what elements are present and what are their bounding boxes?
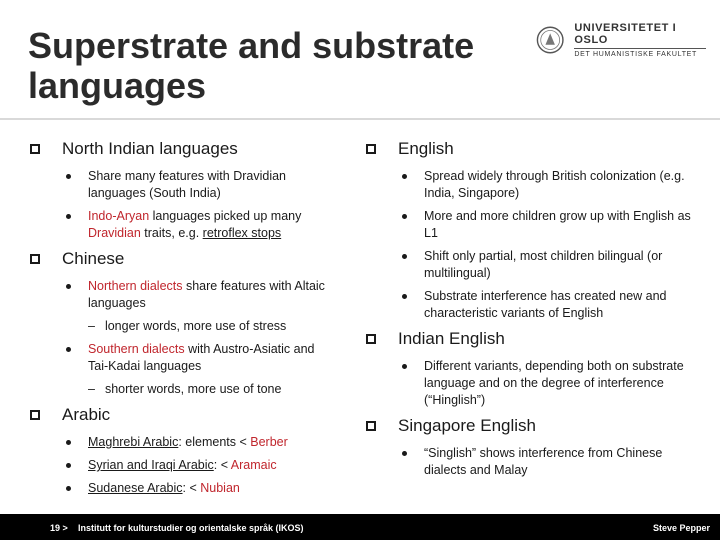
text-segment: traits, e.g. <box>140 226 203 240</box>
sub-bullet-text: longer words, more use of stress <box>104 319 287 333</box>
logo-divider <box>574 48 706 49</box>
list-item <box>66 168 330 202</box>
bullet-text <box>88 208 330 242</box>
dot-bullet-icon <box>402 174 407 179</box>
checkbox-bullet-icon <box>366 144 376 154</box>
footer-bar <box>0 514 720 540</box>
dot-bullet-icon <box>66 284 71 289</box>
term-nubian: Nubian <box>200 481 240 495</box>
list-item <box>66 434 330 451</box>
left-column <box>30 138 330 503</box>
list-item <box>30 404 330 426</box>
text-segment: with Austro-Asiatic and Tai-Kadai languages <box>88 342 315 373</box>
checkbox-bullet-icon <box>366 334 376 344</box>
list-item <box>402 288 696 322</box>
link-syrian-iraqi-arabic[interactable]: Syrian and Iraqi Arabic <box>88 458 214 472</box>
dot-bullet-icon <box>66 463 71 468</box>
logo-main-text: UNIVERSITETET I OSLO <box>574 22 677 46</box>
term-dravidian: Dravidian <box>88 226 141 240</box>
bullet-text <box>88 457 277 474</box>
university-seal-icon <box>536 25 564 55</box>
list-item <box>402 208 696 242</box>
header-divider <box>0 118 720 120</box>
bullet-text: Spread widely through British colonization (e.g. India, Singapore) <box>424 169 685 200</box>
bullet-text: Share many features with Dravidian languages (South India) <box>88 169 287 200</box>
list-item <box>30 248 330 270</box>
list-item <box>66 208 330 242</box>
list-item <box>366 415 696 437</box>
list-item <box>402 168 696 202</box>
dot-bullet-icon <box>66 440 71 445</box>
bullet-text <box>88 480 240 497</box>
dot-bullet-icon <box>66 486 71 491</box>
list-item <box>88 381 330 398</box>
section-heading-chinese: Chinese <box>62 249 125 268</box>
link-maghrebi-arabic[interactable]: Maghrebi Arabic <box>88 435 179 449</box>
dot-bullet-icon <box>402 254 407 259</box>
checkbox-bullet-icon <box>30 144 40 154</box>
term-southern-dialects: Southern dialects <box>88 342 185 356</box>
section-heading-english: English <box>398 139 454 158</box>
link-retroflex-stops[interactable]: retroflex stops <box>202 226 282 240</box>
bullet-text: Shift only partial, most children bilingual (or multilingual) <box>424 249 663 280</box>
dot-bullet-icon <box>402 214 407 219</box>
section-heading-indian-english: Indian English <box>398 329 505 348</box>
list-item <box>402 358 696 409</box>
list-item <box>66 278 330 312</box>
list-item <box>402 248 696 282</box>
term-northern-dialects: Northern dialects <box>88 279 183 293</box>
section-heading-north-indian: North Indian languages <box>62 139 238 158</box>
dot-bullet-icon <box>66 174 71 179</box>
dot-bullet-icon <box>402 451 407 456</box>
bullet-text <box>88 278 330 312</box>
text-segment: : < <box>182 481 201 495</box>
dot-bullet-icon <box>66 214 71 219</box>
list-item <box>402 445 696 479</box>
bullet-text: Substrate interference has created new and characteristic variants of English <box>424 289 667 320</box>
checkbox-bullet-icon <box>30 254 40 264</box>
list-item <box>30 138 330 160</box>
page-number: 19 > <box>50 523 68 533</box>
text-segment: languages picked up many <box>149 209 302 223</box>
bullet-text <box>88 434 288 451</box>
link-sudanese-arabic[interactable]: Sudanese Arabic <box>88 481 183 495</box>
institute-name: Institutt for kulturstudier og orientalske språk (IKOS) <box>78 523 304 533</box>
term-indo-aryan: Indo-Aryan <box>88 209 150 223</box>
text-segment: : elements < <box>178 435 251 449</box>
list-item <box>66 457 330 474</box>
dot-bullet-icon <box>66 347 71 352</box>
list-item <box>366 138 696 160</box>
bullet-text: Different variants, depending both on substrate language and on the degree of interference (“Hinglish”) <box>424 359 684 407</box>
dash-bullet: – <box>88 319 95 333</box>
checkbox-bullet-icon <box>30 410 40 420</box>
university-logo <box>536 20 706 60</box>
checkbox-bullet-icon <box>366 421 376 431</box>
list-item <box>88 318 330 335</box>
text-segment: : < <box>213 458 231 472</box>
dot-bullet-icon <box>402 364 407 369</box>
author-name: Steve Pepper <box>652 523 710 533</box>
text-segment: share features with Altaic languages <box>88 279 325 310</box>
logo-sub-text: DET HUMANISTISKE FAKULTET <box>574 51 698 58</box>
term-aramaic: Aramaic <box>230 458 277 472</box>
dot-bullet-icon <box>402 294 407 299</box>
list-item <box>366 328 696 350</box>
list-item <box>66 341 330 375</box>
bullet-text <box>88 341 330 375</box>
term-berber: Berber <box>250 435 288 449</box>
bullet-text: “Singlish” shows interference from Chinese dialects and Malay <box>424 446 663 477</box>
dash-bullet: – <box>88 382 95 396</box>
sub-bullet-text: shorter words, more use of tone <box>104 382 282 396</box>
section-heading-arabic: Arabic <box>62 405 111 424</box>
section-heading-singapore-english: Singapore English <box>398 416 536 435</box>
bullet-text: More and more children grow up with English as L1 <box>424 209 691 240</box>
list-item <box>66 480 330 497</box>
slide-title: Superstrate and substrate languages <box>28 25 475 106</box>
right-column <box>366 138 696 485</box>
